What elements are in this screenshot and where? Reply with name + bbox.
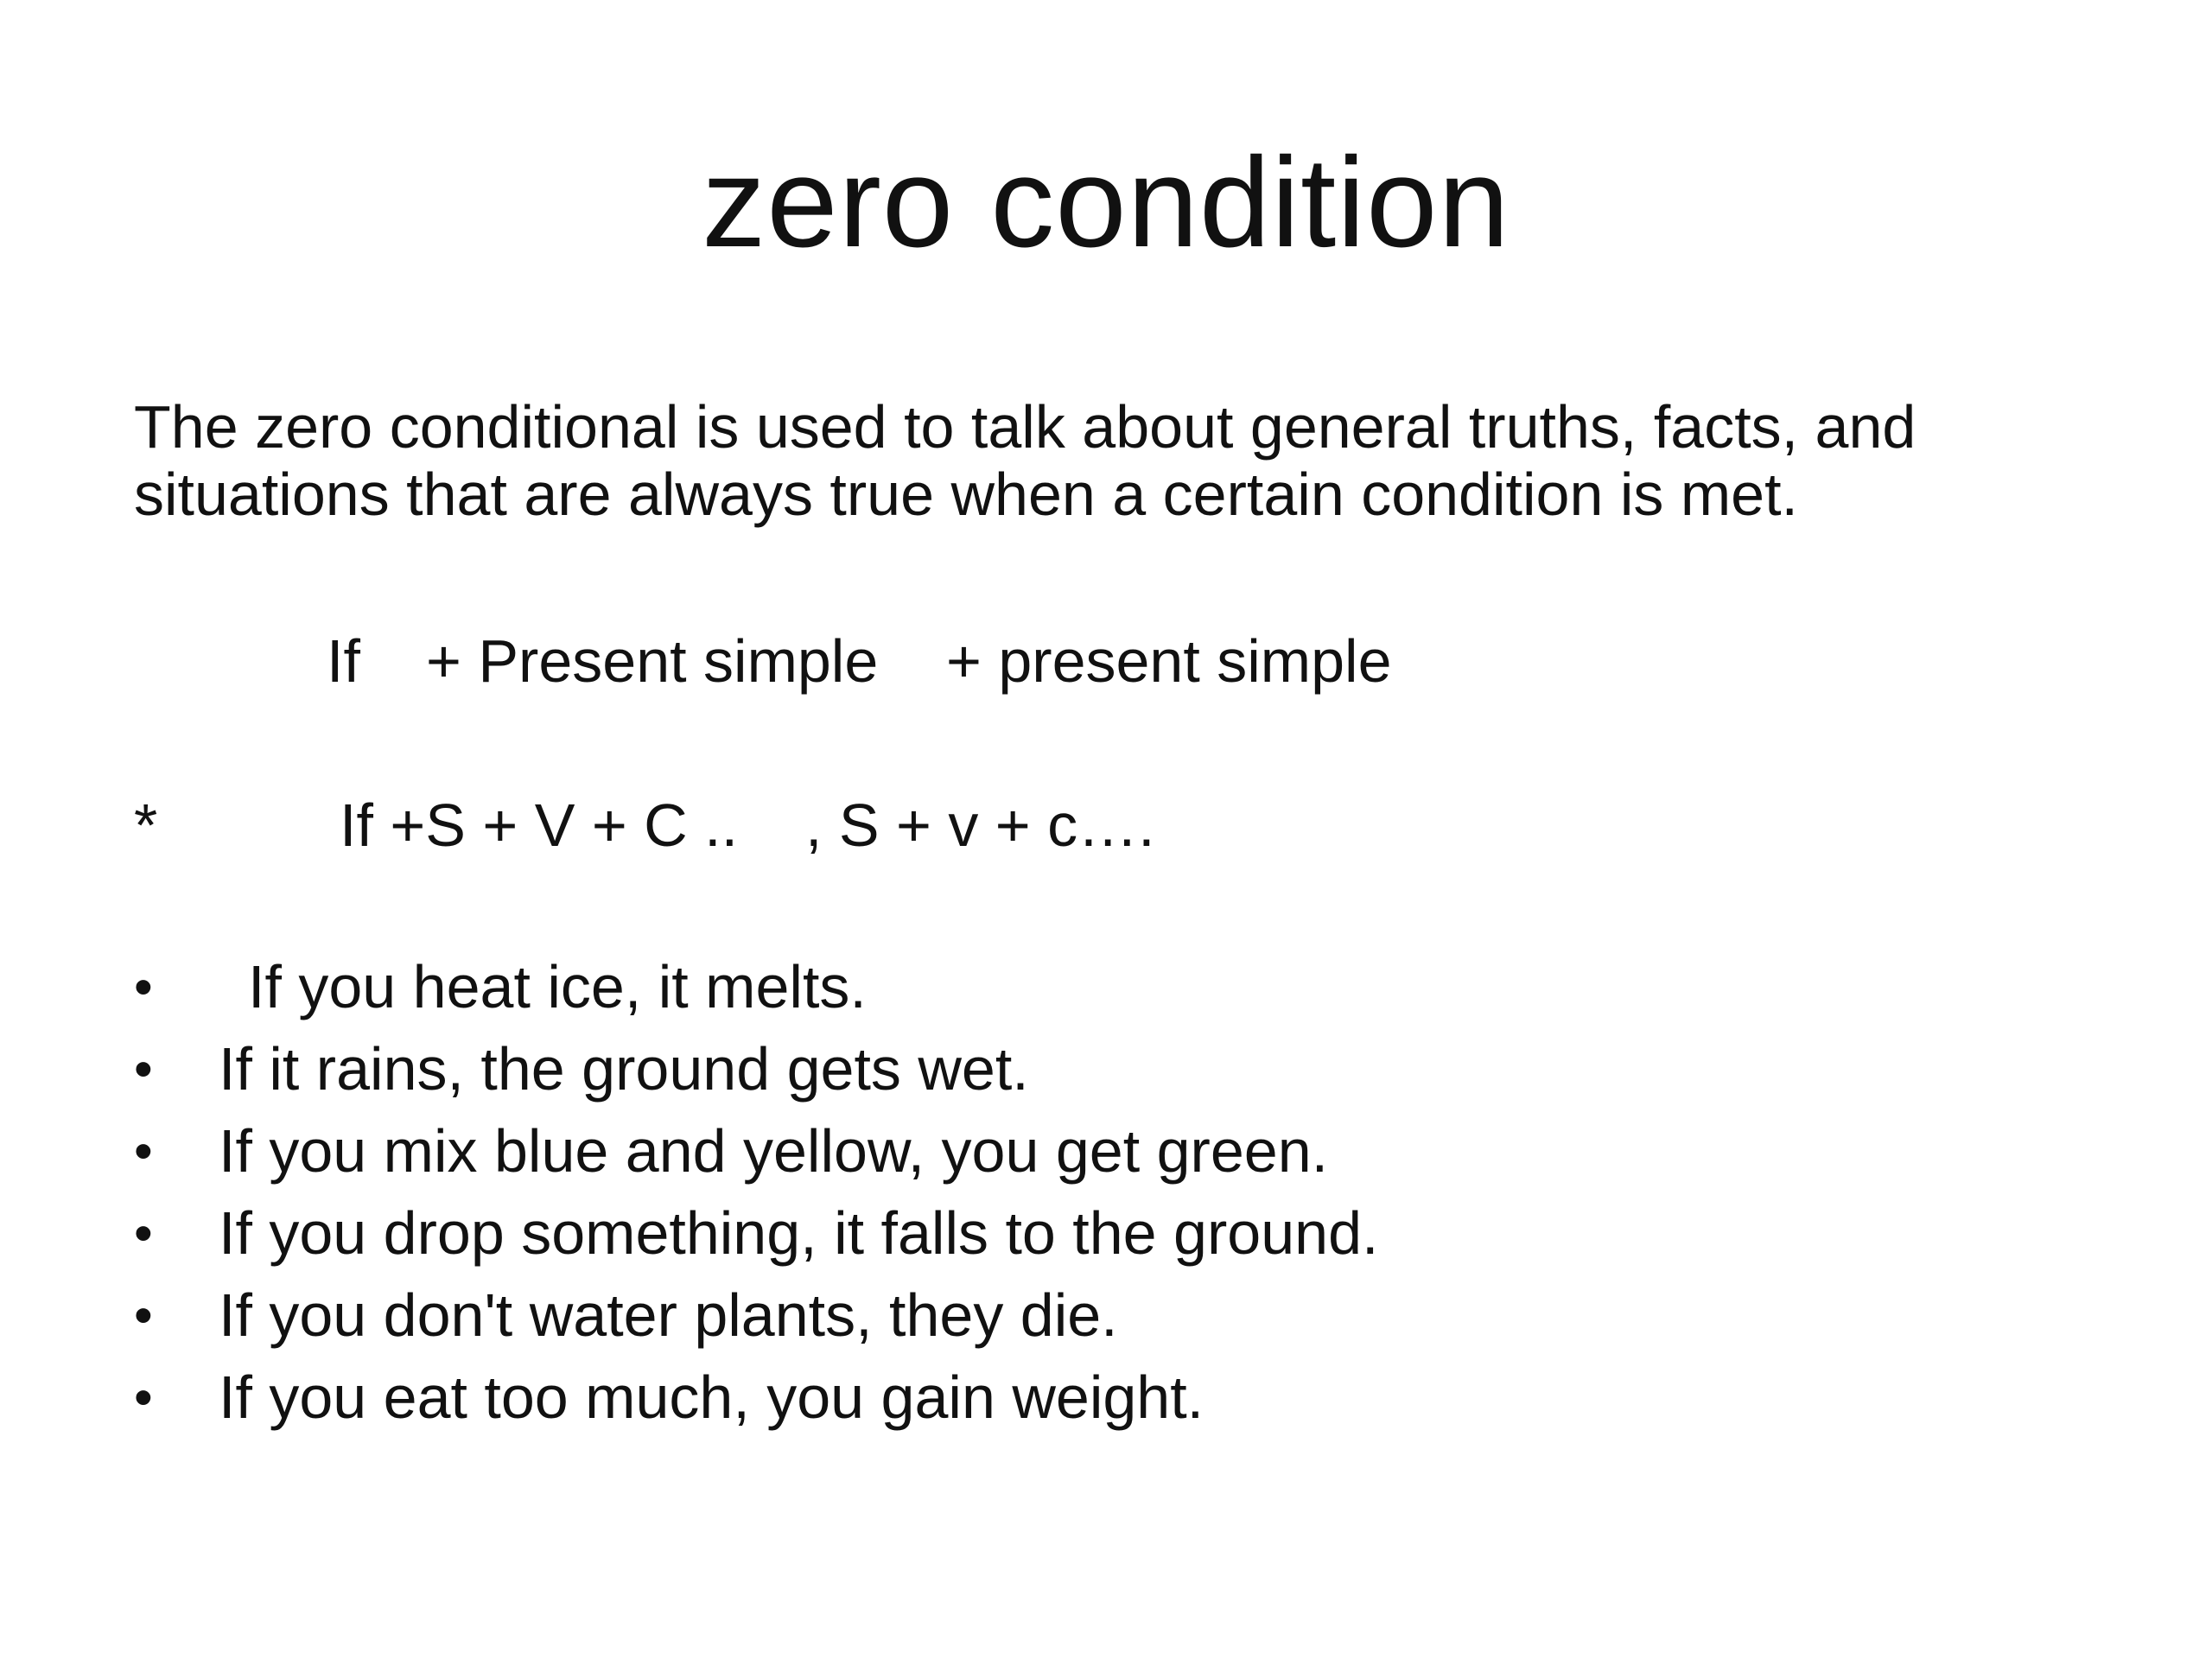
example-text: If you heat ice, it melts.: [248, 953, 867, 1020]
bullet-icon: •: [134, 1204, 153, 1263]
bullet-icon: •: [134, 957, 153, 1017]
formula-part-1: + Present simple: [426, 627, 879, 695]
list-item: [134, 946, 2035, 1028]
structure-marker: *: [134, 791, 158, 859]
list-item: [134, 1110, 2035, 1192]
example-text: If it rains, the ground gets wet.: [219, 1035, 1029, 1103]
list-item: [134, 1028, 2035, 1110]
example-text: If you eat too much, you gain weight.: [219, 1363, 1205, 1431]
bullet-icon: •: [134, 1039, 153, 1099]
example-text: If you don't water plants, they die.: [219, 1281, 1118, 1349]
formula-if: If: [327, 627, 360, 695]
example-text: If you mix blue and yellow, you get green.: [219, 1117, 1329, 1185]
intro-paragraph: The zero conditional is used to talk about general truths, facts, and situations that are always true when a certain condition is met.: [134, 393, 1916, 528]
structure-clause-2: , S + v + c….: [805, 791, 1155, 859]
bullet-icon: •: [134, 1122, 153, 1181]
formula-part-2: + present simple: [946, 627, 1392, 695]
bullet-icon: •: [134, 1286, 153, 1345]
structure-clause-1: If +S + V + C ..: [340, 791, 739, 859]
bullet-icon: •: [134, 1368, 153, 1427]
list-item: [134, 1192, 2035, 1274]
list-item: [134, 1357, 2035, 1439]
list-item: [134, 1274, 2035, 1357]
examples-list: [134, 946, 2035, 1439]
slide-title: zero condition: [702, 131, 1510, 274]
example-text: If you drop something, it falls to the ground.: [219, 1199, 1379, 1267]
